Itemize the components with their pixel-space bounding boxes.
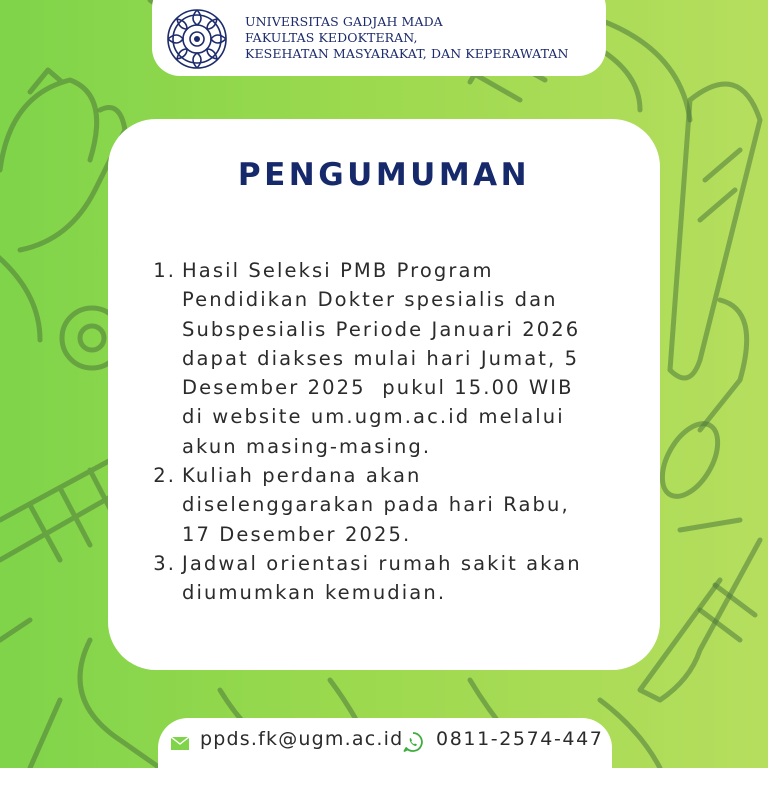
- ugm-seal-icon: [165, 7, 229, 71]
- list-item-number: 1.: [153, 259, 176, 282]
- text-line: 17 Desember 2025.: [182, 522, 412, 546]
- institution-line: UNIVERSITAS GADJAH MADA: [245, 14, 443, 29]
- text-line: dapat diakses mulai hari Jumat, 5: [182, 346, 580, 370]
- text-line: Desember 2025 pukul 15.00 WIB: [182, 376, 574, 400]
- list-item: [134, 461, 654, 549]
- text-line: Kuliah perdana akan: [182, 464, 422, 488]
- institution-name: [245, 14, 569, 62]
- contact-phone[interactable]: 0811-2574-447: [436, 728, 604, 750]
- list-item-text: [182, 549, 654, 608]
- text-line: Pendidikan Dokter spesialis dan: [182, 288, 558, 312]
- list-item-text: [182, 256, 654, 461]
- announcement-list: [134, 256, 654, 608]
- text-line: akun masing-masing.: [182, 434, 432, 458]
- list-item: [134, 549, 654, 608]
- list-item-number: 2.: [153, 464, 176, 488]
- whatsapp-icon: [402, 731, 424, 753]
- envelope-icon: [171, 737, 189, 750]
- text-line: Hasil Seleksi PMB Program: [182, 259, 494, 282]
- contact-email[interactable]: ppds.fk@ugm.ac.id: [200, 728, 404, 750]
- text-line: di website um.ugm.ac.id melalui: [182, 405, 565, 429]
- text-line: diumumkan kemudian.: [182, 581, 447, 605]
- list-item-text: [182, 461, 654, 549]
- announcement-title: PENGUMUMAN: [237, 157, 531, 193]
- text-line: diselenggarakan pada hari Rabu,: [182, 493, 570, 517]
- list-item-number: 3.: [153, 551, 176, 575]
- list-item: [134, 256, 654, 461]
- spoon-doodle: [700, 300, 747, 430]
- stethoscope-doodle: [0, 70, 97, 340]
- institution-line: KESEHATAN MASYARAKAT, DAN KEPERAWATAN: [245, 46, 569, 61]
- text-line: Subspesialis Periode Januari 2026: [182, 317, 581, 341]
- text-line: Jadwal orientasi rumah sakit akan: [182, 551, 582, 575]
- institution-line: FAKULTAS KEDOKTERAN,: [245, 30, 418, 45]
